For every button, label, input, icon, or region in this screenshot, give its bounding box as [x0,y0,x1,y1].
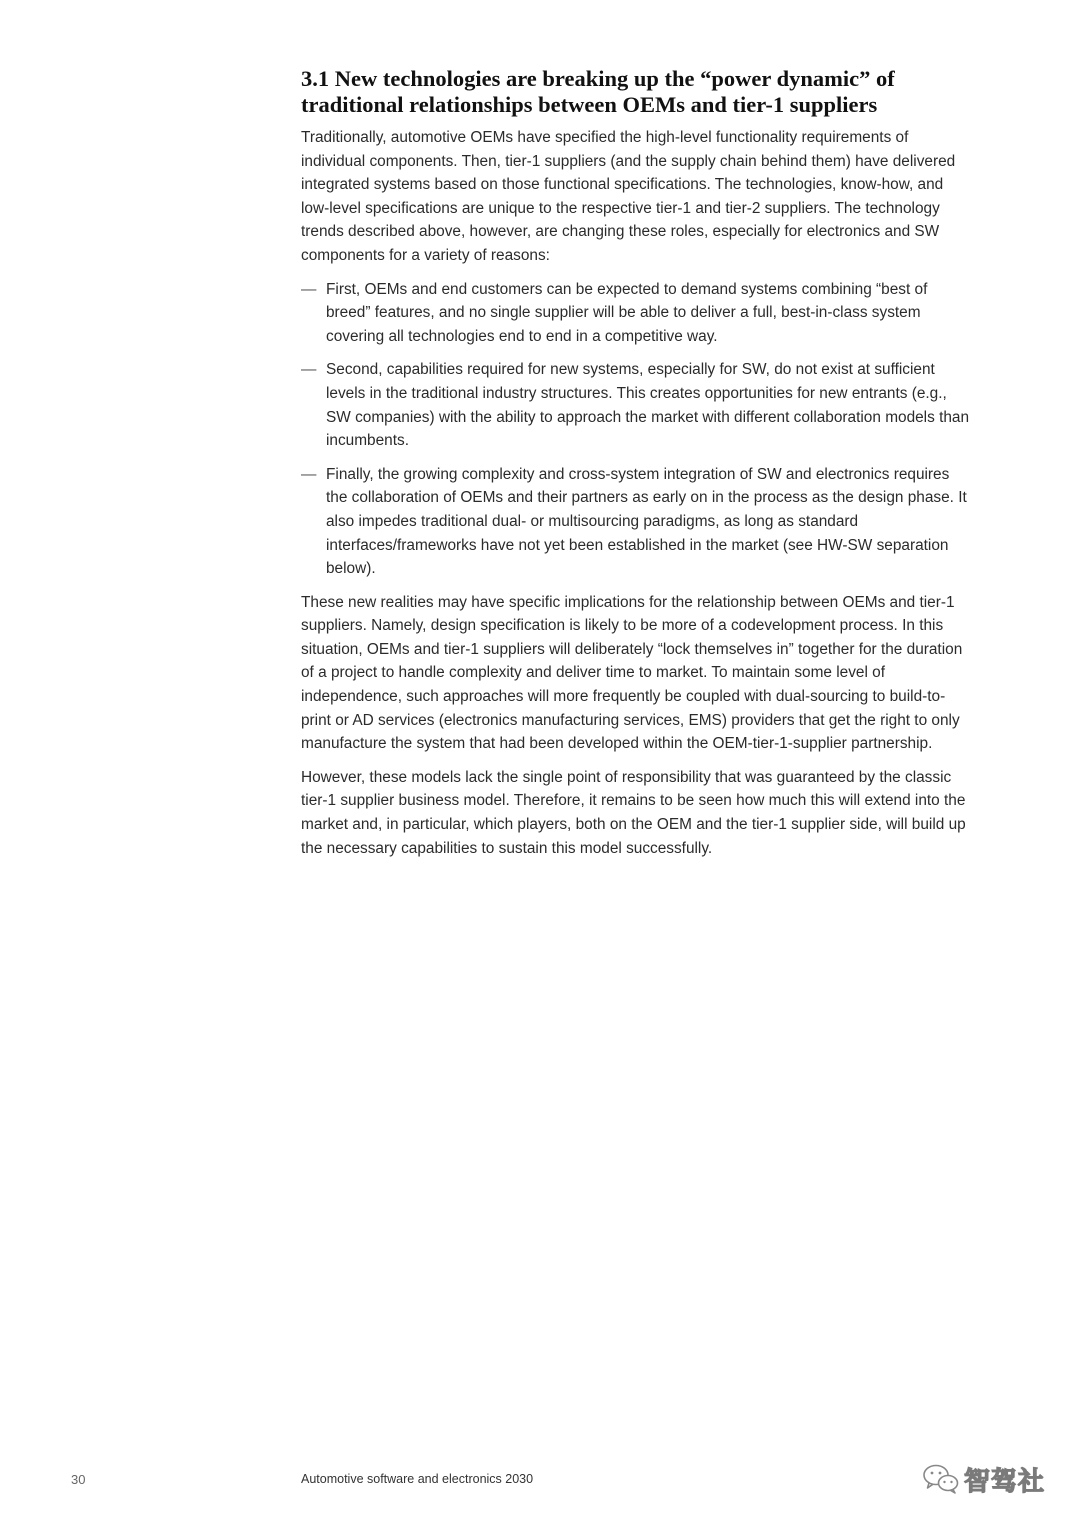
report-title: Automotive software and electronics 2030 [301,1472,534,1486]
intro-paragraph: Traditionally, automotive OEMs have specified the high-level functionality requirements of individual components. Then, tier-1 suppliers (and the supply chain behind them) have delivered integrated systems based on those functional specifications. The technologies, know-how, and low-level specifications are unique to the respective tier-1 and tier-2 suppliers. The technology trends described above, however, are changing these roles, especially for electronics and SW components for a variety of reasons: [301,129,956,264]
watermark [922,1461,1045,1497]
implications-paragraph: These new realities may have specific implications for the relationship between OEMs and tier-1 suppliers. Namely, design specification is likely to be more of a codevelopment process. In this situation, OEMs and tier-1 suppliers will deliberately “lock themselves in” together for the duration of a project to handle complexity and deliver time to market. To maintain some level of independence, such approaches will more frequently be coupled with dual-sourcing to build-to-print or AD services (electronics manufacturing services, EMS) providers that get the right to only manufacture the system that had been developed within the OEM-tier-1-supplier partnership. [301,593,963,753]
list-item [301,278,973,349]
main-content [301,66,973,870]
list-item [301,463,973,581]
bullet-dash: — [301,361,317,379]
list-item-text: Finally, the growing complexity and cross-system integration of SW and electronics requires the collaboration of OEMs and their partners as early on in the process as the design phase. It also impedes traditional dual- or multisourcing paradigms, as long as standard interfaces/frameworks have not yet been established in the market (see HW-SW separation below). [326,465,967,578]
bullet-dash: — [301,465,317,483]
bullet-dash: — [301,280,317,298]
wechat-icon [922,1463,960,1495]
watermark-text: 智驾社 [964,1466,1046,1497]
conclusion-paragraph: However, these models lack the single point of responsibility that was guaranteed by the classic tier-1 supplier business model. Therefore, it remains to be seen how much this will extend into the market and, in particular, which players, both on the OEM and the tier-1 supplier side, will build up the necessary capabilities to sustain this model successfully. [301,768,966,857]
list-item-text: Second, capabilities required for new systems, especially for SW, do not exist at sufficient levels in the traditional industry structures. This creates opportunities for new entrants (e.g., SW companies) with the ability to approach the market with different collaboration models than incumbents. [326,361,970,450]
list-item-text: First, OEMs and end customers can be expected to demand systems combining “best of breed” features, and no single supplier will be able to deliver a full, best-in-class system covering all technologies end to end in a competitive way. [326,280,928,345]
list-item [301,358,973,452]
section-title: 3.1 New technologies are breaking up the “power dynamic” of traditional relationships between OEMs and tier-1 suppliers [301,66,895,117]
page-number: 30 [71,1472,86,1487]
reasons-list [301,278,973,581]
